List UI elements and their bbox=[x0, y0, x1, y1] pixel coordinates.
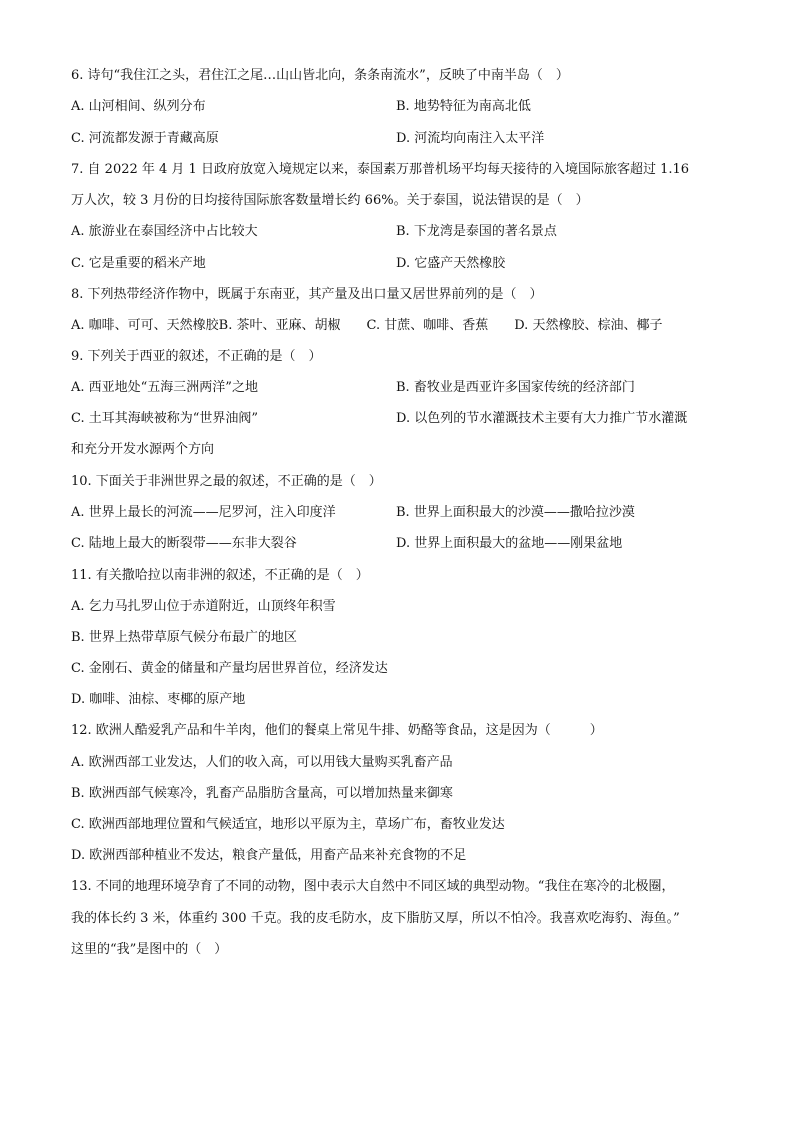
q13-stem-line-1: 13. 不同的地理环境孕育了不同的动物，图中表示大自然中不同区域的典型动物。“我住在寒冷的北极圈， bbox=[71, 879, 675, 894]
q12-option-b: B. 欧洲西部气候寒冷，乳畜产品脂肪含量高，可以增加热量来御寒 bbox=[71, 786, 453, 801]
q6-option-b: B. 地势特征为南高北低 bbox=[396, 99, 531, 114]
q9-option-d: D. 以色列的节水灌溉技术主要有大力推广节水灌溉 bbox=[396, 411, 688, 426]
q11-option-b: B. 世界上热带草原气候分布最广的地区 bbox=[71, 630, 297, 645]
q9-option-a: A. 西亚地处“五海三洲两洋”之地 bbox=[71, 380, 258, 395]
q10-option-a: A. 世界上最长的河流——尼罗河，注入印度洋 bbox=[71, 505, 336, 520]
q13-stem-line-2: 我的体长约 3 米，体重约 300 千克。我的皮毛防水，皮下脂肪又厚，所以不怕冷。我喜欢吃海豹、海鱼。” bbox=[71, 911, 680, 926]
q11-stem: 11. 有关撒哈拉以南非洲的叙述，不正确的是（ ） bbox=[71, 568, 369, 583]
q6-stem: 6. 诗句“我住江之头，君住江之尾…山山皆北向，条条南流水”，反映了中南半岛（ ） bbox=[71, 68, 569, 83]
q7-stem-line-1: 7. 自 2022 年 4 月 1 日政府放宽入境规定以来，泰国素万那普机场平均每天接待的入境国际旅客超过 1.16 bbox=[71, 162, 690, 177]
q6-option-d: D. 河流均向南注入太平洋 bbox=[396, 131, 545, 146]
q12-stem: 12. 欧洲人酷爱乳产品和牛羊肉，他们的餐桌上常见牛排、奶酪等食品，这是因为（ ） bbox=[71, 723, 603, 738]
q12-option-a: A. 欧洲西部工业发达，人们的收入高，可以用钱大量购买乳畜产品 bbox=[71, 755, 453, 770]
q10-stem: 10. 下面关于非洲世界之最的叙述，不正确的是（ ） bbox=[71, 474, 382, 489]
q8-stem: 8. 下列热带经济作物中，既属于东南亚，其产量及出口量又居世界前列的是（ ） bbox=[71, 287, 543, 302]
q6-option-a: A. 山河相间、纵列分布 bbox=[71, 99, 206, 114]
q13-stem-line-3: 这里的“我”是图中的（ ） bbox=[71, 942, 228, 957]
q10-option-c: C. 陆地上最大的断裂带——东非大裂谷 bbox=[71, 536, 297, 551]
q12-option-d: D. 欧洲西部种植业不发达，粮食产量低，用畜产品来补充食物的不足 bbox=[71, 848, 467, 863]
q7-stem-line-2: 万人次，较 3 月份的日均接待国际旅客数量增长约 66%。关于泰国，说法错误的是（ ） bbox=[71, 193, 589, 208]
q8-options: A. 咖啡、可可、天然橡胶B. 茶叶、亚麻、胡椒 C. 甘蔗、咖啡、香蕉 D. 天然橡胶、棕油、椰子 bbox=[71, 318, 663, 333]
q10-option-d: D. 世界上面积最大的盆地——刚果盆地 bbox=[396, 536, 623, 551]
q10-option-b: B. 世界上面积最大的沙漠——撒哈拉沙漠 bbox=[396, 505, 635, 520]
q11-option-a: A. 乞力马扎罗山位于赤道附近，山顶终年积雪 bbox=[71, 599, 336, 614]
q9-option-c: C. 土耳其海峡被称为“世界油阀” bbox=[71, 411, 259, 426]
q11-option-d: D. 咖啡、油棕、枣椰的原产地 bbox=[71, 692, 246, 707]
q7-option-d: D. 它盛产天然橡胶 bbox=[396, 256, 506, 271]
q9-stem: 9. 下列关于西亚的叙述，不正确的是（ ） bbox=[71, 349, 322, 364]
q6-option-c: C. 河流都发源于青藏高原 bbox=[71, 131, 219, 146]
q9-option-d-continuation: 和充分开发水源两个方向 bbox=[71, 442, 215, 457]
q9-option-b: B. 畜牧业是西亚许多国家传统的经济部门 bbox=[396, 380, 635, 395]
q7-option-a: A. 旅游业在泰国经济中占比较大 bbox=[71, 224, 258, 239]
q12-option-c: C. 欧洲西部地理位置和气候适宜，地形以平原为主，草场广布，畜牧业发达 bbox=[71, 817, 505, 832]
q7-option-c: C. 它是重要的稻米产地 bbox=[71, 256, 206, 271]
q7-option-b: B. 下龙湾是泰国的著名景点 bbox=[396, 224, 557, 239]
q11-option-c: C. 金刚石、黄金的储量和产量均居世界首位，经济发达 bbox=[71, 661, 388, 676]
